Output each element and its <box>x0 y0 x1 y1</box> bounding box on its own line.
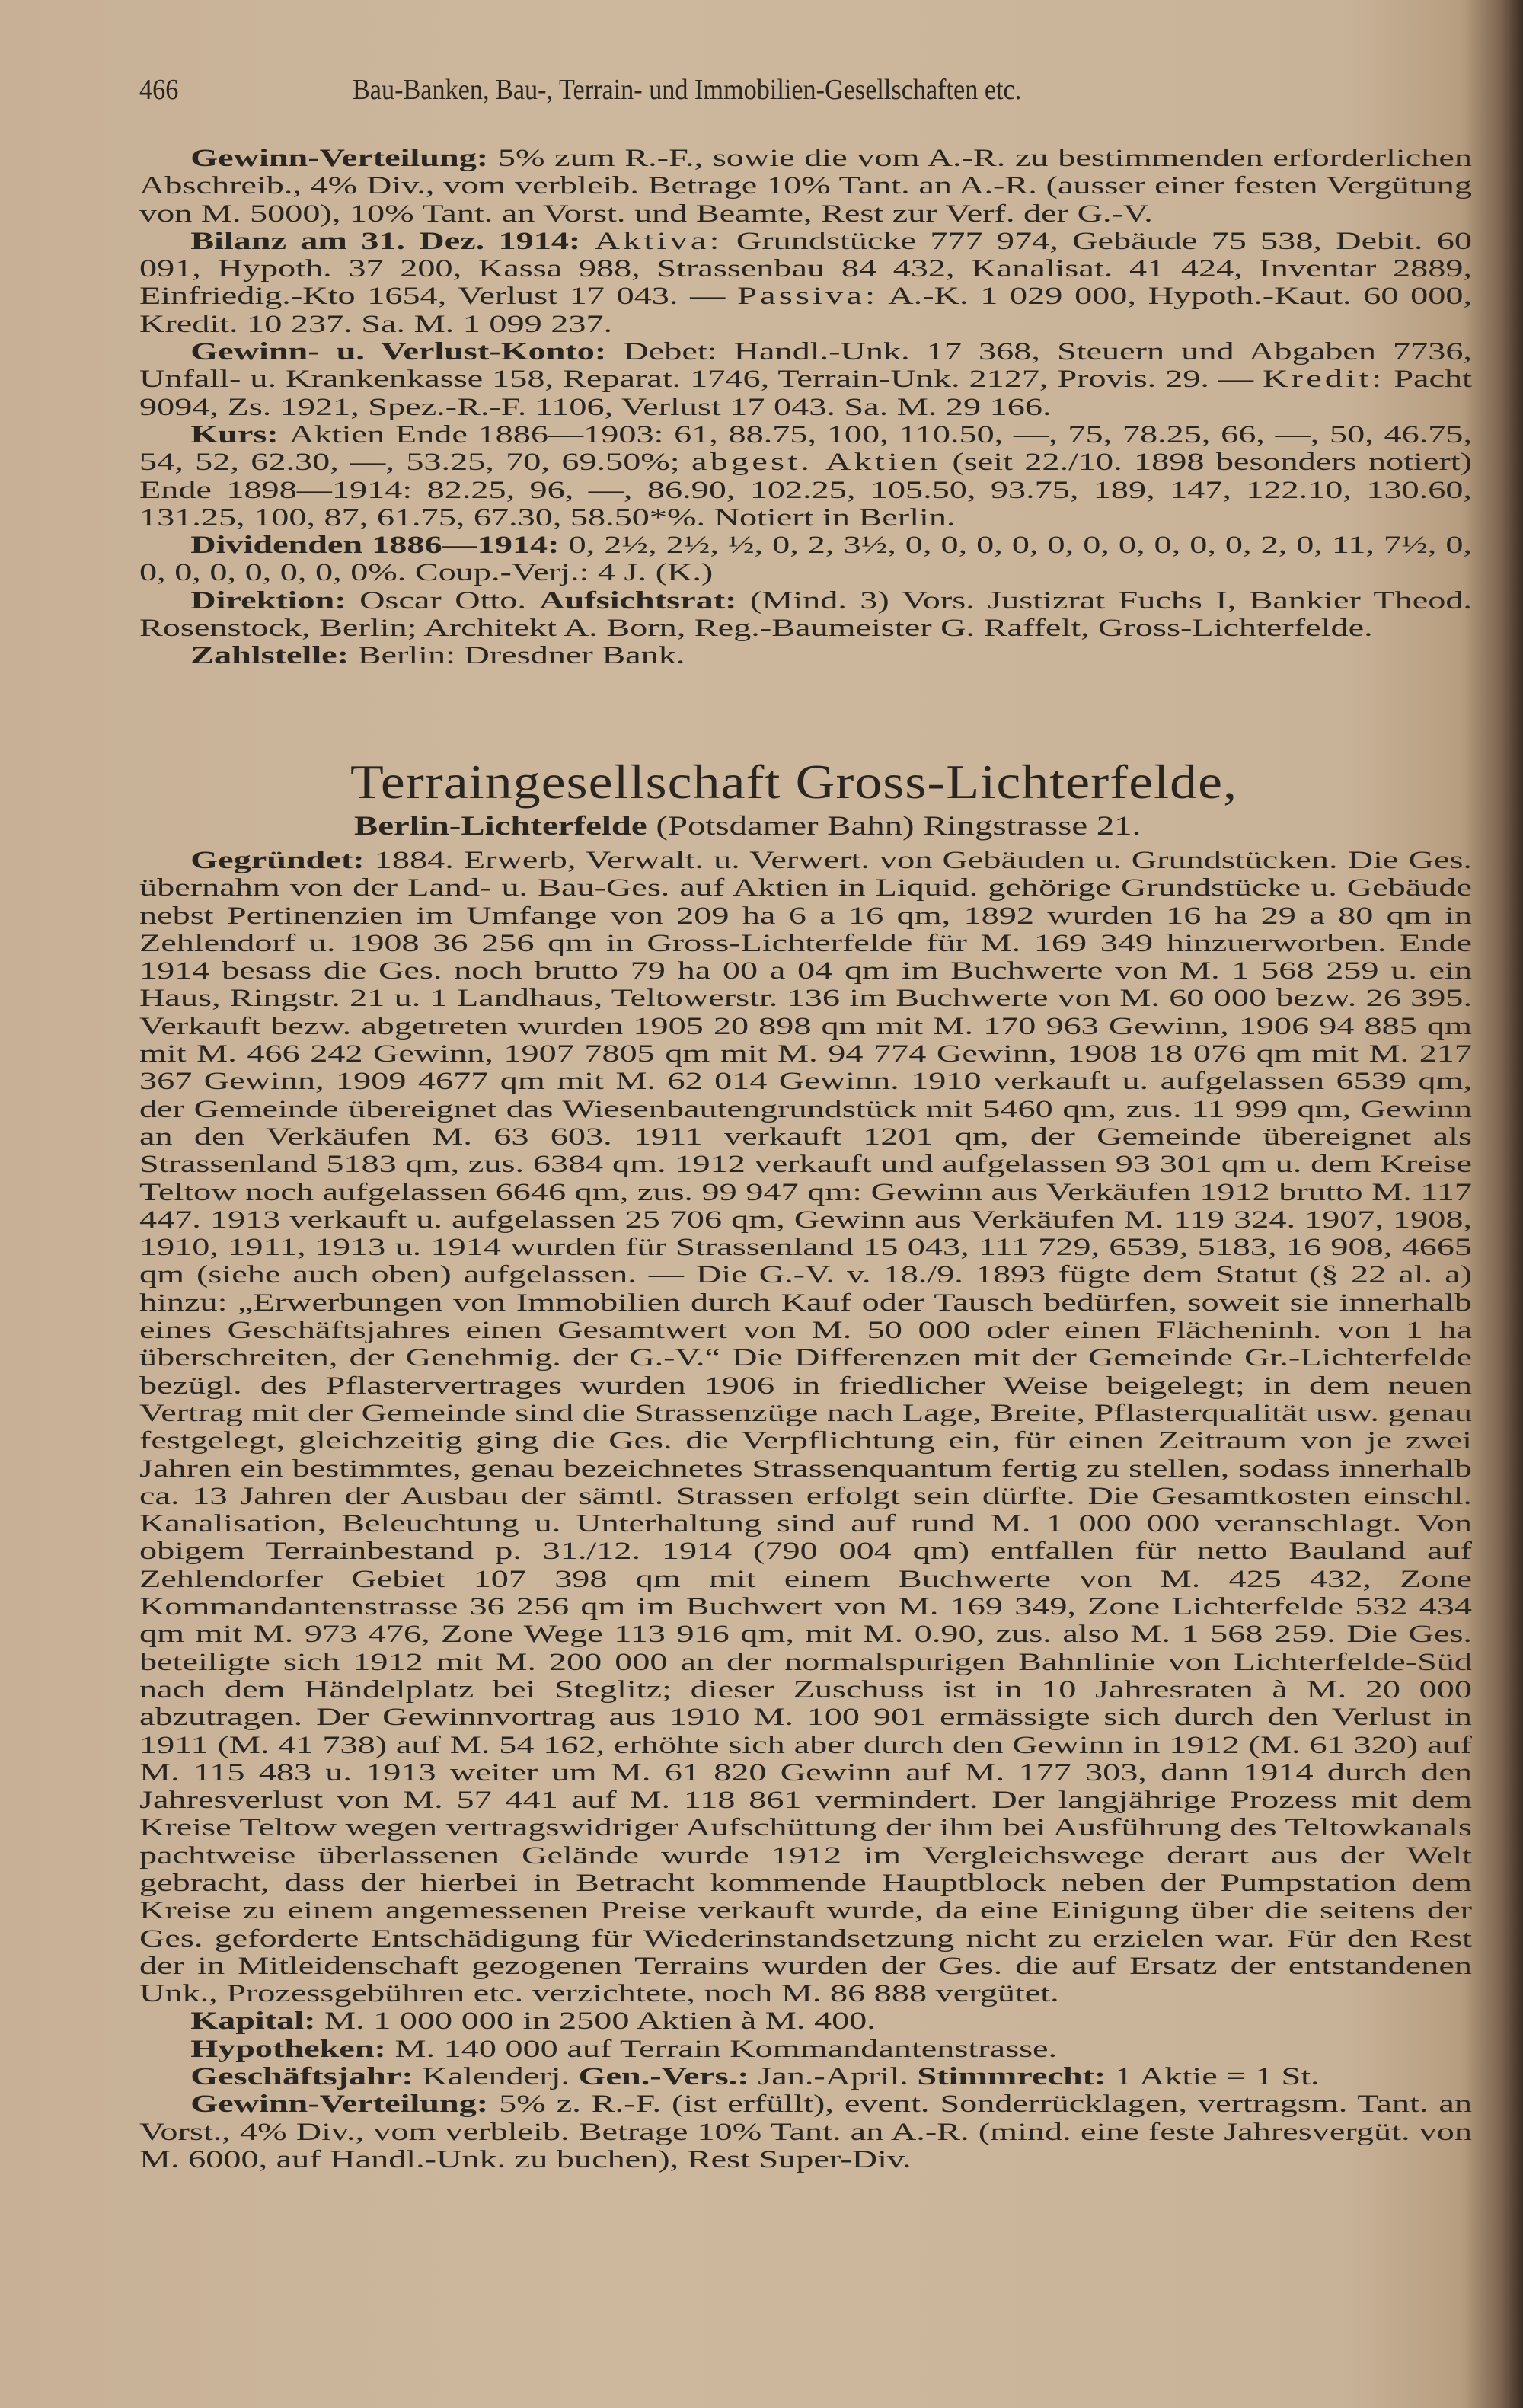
section-label: Geschäftsjahr: <box>190 2063 423 2091</box>
section-label: Hypotheken: <box>190 2035 395 2063</box>
page-number: 466 <box>139 74 179 106</box>
paragraph-text: 1 Aktie = 1 St. <box>1114 2063 1320 2091</box>
company-address <box>354 810 1141 842</box>
paragraph <box>139 421 1472 532</box>
paragraph-text: A.-K. 1 029 000, Hypoth.-Kaut. 60 000, Kredit. 10 237. Sa. M. 1 099 237. <box>139 283 1473 338</box>
paragraph-text: (Mind. 3) Vors. Justizrat Fuchs I, Bankier Theod. Rosenstock, Berlin; Architekt A. Born, Reg.-Baumeister G. Raffelt, Gross-Lichterfelde. <box>139 586 1472 643</box>
paragraph-text: Kalenderj. <box>422 2063 579 2091</box>
paragraph-text: 5% zum R.-F., sowie die vom A.-R. zu bestimmenden erforderlichen Abschreib., 4% Div., vom verbleib. Betrage 10% Tant. an A.-R. (ausser einer festen Vergütung von M. 5000), 10% Tant. an Vorst. und Beamte, Rest zur Verf. der G.-V. <box>139 145 1472 228</box>
paragraph-text: M. 1 000 000 in 2500 Aktien à M. 400. <box>324 2007 876 2036</box>
paragraph-text: Pacht 9094, Zs. 1921, Spez.-R.-F. 1106, Verlust 17 043. Sa. M. 29 166. <box>139 366 1472 421</box>
section-label: Stimmrecht: <box>917 2063 1115 2091</box>
paragraph-text: 5% z. R.-F. (ist erfüllt), event. Sonderrücklagen, vertragsm. Tant. an Vorst., 4% Div., vom verbleib. Betrage 10% Tant. an A.-R. (mind. eine feste Jahresvergüt. von M. 6000, auf Handl.-Unk. zu buchen), Rest Super-Div. <box>139 2090 1472 2173</box>
paragraph <box>139 2090 1472 2173</box>
paragraph <box>139 145 1472 228</box>
paragraph <box>139 642 1472 669</box>
section-label: Bilanz am 31. Dez. 1914: <box>190 227 595 255</box>
section-label: Kurs: <box>190 420 289 449</box>
company-title: Terraingesellschaft Gross-Lichterfelde, <box>350 755 1238 809</box>
paragraph-text: 1884. Erwerb, Verwalt. u. Verwert. von Gebäuden u. Grundstücken. Die Ges. übernahm von der Land- u. Bau-Ges. auf Aktien in Liquid. gehörige Grundstücke u. Gebäude nebst Pertinenzien im Umfange von 209 ha 6 a 16 qm, 1892 wurden 16 ha 29 a 80 qm in Zehlendorf u. 1908 36 256 qm in Gross-Lichterfelde für M. 169 349 hinzuerworben. Ende 1914 besass die Ges. noch brutto 79 ha 00 a 04 qm im Buchwerte von M. 1 568 259 u. ein Haus, Ringstr. 21 u. 1 Landhaus, Teltowerstr. 136 im Buchwerte von M. 60 000 bezw. 26 395. Verkauft bezw. abgetreten wurden 1905 20 898 qm mit M. 170 963 Gewinn, 1906 94 885 qm mit M. 466 242 Gewinn, 1907 7805 qm mit M. 94 774 Gewinn, 1908 18 076 qm mit M. 217 367 Gewinn, 1909 4677 qm mit M. 62 014 Gewinn. 1910 verkauft u. aufgelassen 6539 qm, der Gemeinde übereignet das Wiesenbautengrundstück mit 5460 qm, zus. 11 999 qm, Gewinn an den Verkäufen M. 63 603. 1911 verkauft 1201 qm, der Gemeinde übereignet als Strassenland 5183 qm, zus. 6384 qm. 1912 verkauft und aufgelassen 93 301 qm u. dem Kreise Teltow noch aufgelassen 6646 qm, zus. 99 947 qm: Gewinn aus Verkäufen 1912 brutto M. 117 447. 1913 verkauft u. aufgelassen 25 706 qm, Gewinn aus Verkäufen M. 119 324. 1907, 1908, 1910, 1911, 1913 u. 1914 wurden für Strassenland 15 043, 111 729, 6539, 5183, 16 908, 4665 qm (siehe auch oben) aufgelassen. — Die G.-V. v. 18./9. 1893 fügte dem Statut (§ 22 al. a) hinzu: „Erwerbungen von Immobilien durch Kauf oder Tausch bedürfen, soweit sie innerhalb eines Geschäftsjahres einen Gesamtwert von M. 50 000 oder einen Flächeninh. von 1 ha überschreiten, der Genehmig. der G.-V.“ Die Differenzen mit der Gemeinde Gr.-Lichterfelde bezügl. des Pflastervertrages wurden 1906 in friedlicher Weise beigelegt; in dem neuen Vertrag mit der Gemeinde sind die Strassenzüge nach Lage, Breite, Pflasterqualität usw. genau festgelegt, gleichzeitig ging die Ges. die Verpflichtung ein, für einen Zeitraum von je zwei Jahren ein bestimmtes, genau bezeichnetes Strassenquantum fertig zu stellen, sodass innerhalb ca. 13 Jahren der Ausbau der sämtl. Strassen erfolgt sein dürfte. Die Gesamtkosten einschl. Kanalisation, Beleuchtung u. Unterhaltung sind auf rund M. 1 000 000 veranschlagt. Von obigem Terrainbestand p. 31./12. 1914 (790 004 qm) entfallen für netto Bauland auf Zehlendorfer Gebiet 107 398 qm mit einem Buchwerte von M. 425 432, Zone Kommandantenstrasse 36 256 qm im Buchwert von M. 169 349, Zone Lichterfelde 532 434 qm mit M. 973 476, Zone Wege 113 916 qm, mit M. 0.90, zus. also M. 1 568 259. Die Ges. beteiligte sich 1912 mit M. 200 000 an der normalspurigen Bahnlinie von Lichterfelde-Süd nach dem Händelplatz bei Steglitz; dieser Zuschuss ist in 10 Jahresraten à M. 20 000 abzutragen. Der Gewinnvortrag aus 1910 M. 100 901 ermässigte sich durch den Verlust in 1911 (M. 41 738) auf M. 54 162, erhöhte sich aber durch den Gewinn in 1912 (M. 61 320) auf M. 115 483 u. 1913 weiter um M. 61 820 Gewinn auf M. 177 303, dann 1914 durch den Jahresverlust von M. 57 441 auf M. 118 861 vermindert. Der langjährige Prozess mit dem Kreise Teltow wegen vertragswidriger Aufschüttung der ihm bei Ausführung des Teltowkanals pachtweise überlassenen Gelände wurde 1912 im Vergleichswege derart aus der Welt gebracht, dass der hierbei in Betracht kommende Hauptblock neben der Pumpstation dem Kreise zu einem angemessenen Preise verkauft wurde, da eine Einigung über die seitens der Ges. geforderte Entschädigung für Wiederinstandsetzung nicht zu erzielen war. Für den Rest der in Mitleidenschaft gezogenen Terrains wurden der Ges. die auf Ersatz der entstandenen Unk., Prozessgebühren etc. verzichtete, noch M. 86 888 vergütet. <box>139 847 1473 2008</box>
section-label: Gen.-Vers.: <box>578 2063 758 2091</box>
paragraph-text: M. 140 000 auf Terrain Kommandantenstrasse. <box>394 2035 1058 2063</box>
paragraph-text: Berlin: Dresdner Bank. <box>357 642 685 670</box>
paragraph <box>139 2063 1472 2090</box>
paragraph-text: Aktien Ende 1886—1903: 61, 88.75, 100, 110.50, —, 75, 78.25, 66, —, 50, 46.75, 54, 52, 62.30, —, 53.25, 70, 69.50%; <box>139 420 1473 477</box>
section-label: Gegründet: <box>190 847 375 874</box>
paragraph-text: Grundstücke 777 974, Gebäude 75 538, Debit. 60 091, Hypoth. 37 200, Kassa 988, Strassenbau 84 432, Kanalisat. 41 424, Inventar 2889, Einfriedig.-Kto 1654, Verlust 17 043. — <box>139 227 1472 311</box>
paragraph-text: Oscar Otto. <box>359 586 540 615</box>
paragraph <box>139 2007 1472 2035</box>
company-location: Berlin-Lichterfelde <box>354 810 647 841</box>
section-label: Zahlstelle: <box>190 642 358 670</box>
paragraph <box>139 532 1472 587</box>
paragraph <box>139 228 1472 338</box>
paragraph-text: Kredit: <box>1263 366 1385 394</box>
section-label: Gewinn-Verteilung: <box>190 145 498 172</box>
paragraph-text: 0, 2½, 2½, ½, 0, 2, 3½, 0, 0, 0, 0, 0, 0, 0, 0, 0, 0, 2, 0, 11, 7½, 0, 0, 0, 0, 0, 0, 0, 0%. Coup.-Verj.: 4 J. (K.) <box>139 532 1472 587</box>
section-label: Dividenden 1886—1914: <box>190 532 569 560</box>
company-section <box>139 847 1472 2173</box>
paragraph-text: Jan.-April. <box>758 2063 918 2091</box>
paragraph <box>139 847 1472 2007</box>
company-address-rest: (Potsdamer Bahn) Ringstrasse 21. <box>647 810 1141 841</box>
paragraph-text: abgest. Aktien <box>691 449 940 477</box>
previous-company-section <box>139 145 1472 670</box>
section-label: Gewinn-Verteilung: <box>190 2090 500 2119</box>
section-label: Gewinn- u. Verlust-Konto: <box>190 338 624 366</box>
paragraph <box>139 2036 1472 2063</box>
paragraph-text: (seit 22./10. 1898 besonders notiert) Ende 1898—1914: 82.25, 96, —, 86.90, 102.25, 105.50, 93.75, 189, 147, 122.10, 130.60, 131.25, 100, 87, 61.75, 67.30, 58.50*%. Notiert in Berlin. <box>139 449 1472 532</box>
paragraph-text: Aktiva: <box>594 227 723 255</box>
section-label: Direktion: <box>190 586 360 615</box>
running-head: Bau-Banken, Bau-, Terrain- und Immobilien-Gesellschaften etc. <box>353 74 1022 106</box>
paragraph-text: Passiva: <box>737 283 879 311</box>
paragraph <box>139 587 1472 643</box>
section-label: Aufsichtsrat: <box>539 586 750 615</box>
section-label: Kapital: <box>190 2007 325 2036</box>
paragraph-text: Debet: Handl.-Unk. 17 368, Steuern und Abgaben 7736, Unfall- u. Krankenkasse 158, Reparat. 1746, Terrain-Unk. 2127, Provis. 29. — <box>139 338 1473 394</box>
paragraph <box>139 338 1472 421</box>
page-header <box>139 73 1480 119</box>
